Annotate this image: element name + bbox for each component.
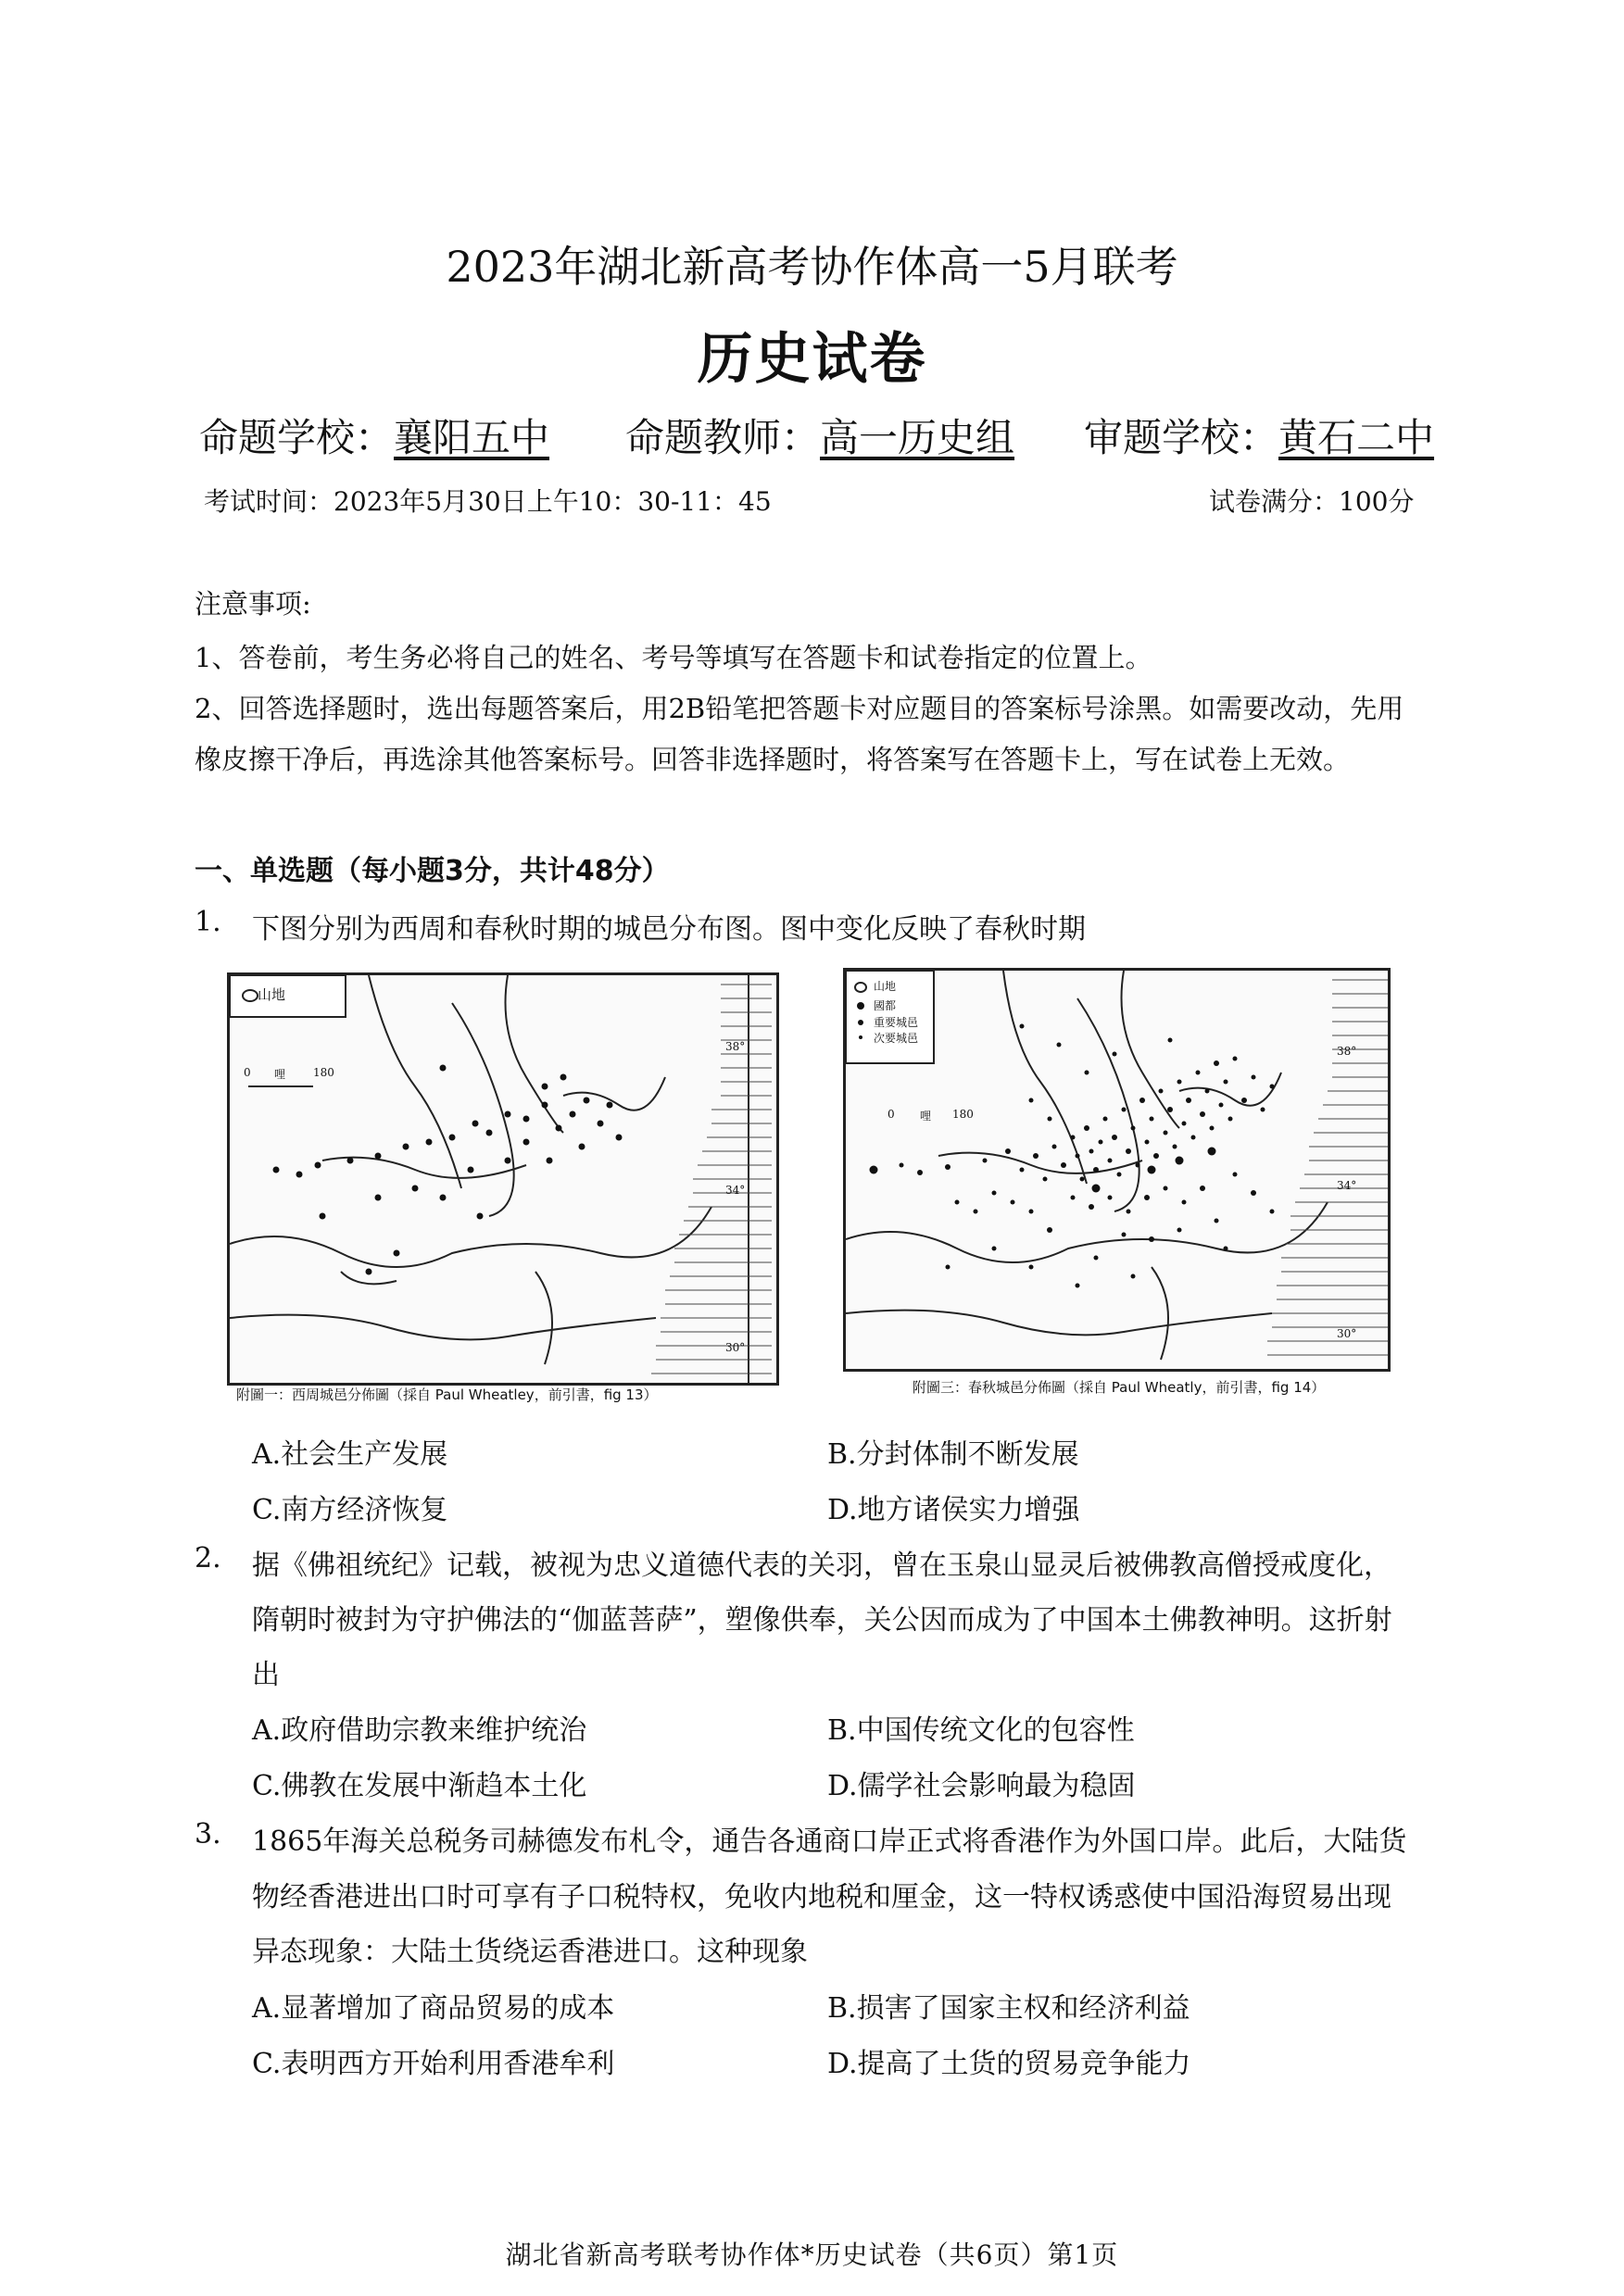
map2-lat-30: 30°: [1337, 1327, 1357, 1340]
full-score: 试卷满分：100分: [1209, 486, 1415, 517]
map1-scale-max: 180: [313, 1066, 334, 1079]
q2-option-c[interactable]: C.佛教在发展中渐趋本土化: [252, 1770, 587, 1802]
map1-scale-unit: 哩: [274, 1068, 286, 1081]
map1-lat-30: 30°: [725, 1341, 746, 1354]
setter-teacher-label: 命题教师：: [625, 415, 821, 460]
q1-option-d[interactable]: D.地方诸侯实力增强: [827, 1494, 1080, 1526]
map-spring-autumn-drawing: [846, 971, 1388, 1369]
map-western-zhou: [227, 972, 779, 1386]
q1-option-c[interactable]: C.南方经济恢复: [252, 1494, 448, 1526]
q2-stem-line-3: 出: [252, 1659, 280, 1691]
q3-option-a[interactable]: A.显著增加了商品贸易的成本: [252, 1992, 615, 2025]
map1-scale-zero: 0: [244, 1066, 251, 1079]
map2-scale-unit: 哩: [920, 1110, 932, 1123]
map1-lat-34: 34°: [725, 1184, 746, 1197]
page-footer: 湖北省新高考联考协作体*历史试卷（共6页）第1页: [505, 2240, 1119, 2270]
map1-lat-38: 38°: [725, 1040, 746, 1053]
map2-lat-38: 38°: [1337, 1045, 1357, 1058]
map-spring-autumn: [843, 968, 1391, 1372]
q3-option-d[interactable]: D.提高了土货的贸易竞争能力: [827, 2048, 1191, 2080]
notes-item-2-line-1: 2、回答选择题时，选出每题答案后，用2B铅笔把答题卡对应题目的答案标号涂黑。如需要改动，先用: [195, 693, 1404, 724]
map1-legend-label: 山地: [258, 986, 286, 1003]
q3-stem-line-1: 1865年海关总税务司赫德发布札令，通告各通商口岸正式将香港作为外国口岸。此后，大陆货: [252, 1826, 1407, 1858]
q2-option-d[interactable]: D.儒学社会影响最为稳固: [827, 1770, 1136, 1802]
map2-lat-34: 34°: [1337, 1179, 1357, 1192]
reviewer-school: [1084, 408, 1434, 463]
q1-option-b[interactable]: B.分封体制不断发展: [827, 1438, 1079, 1471]
q3-stem-line-2: 物经香港进出口时可享有子口税特权，免收内地税和厘金，这一特权诱惑使中国沿海贸易出现: [252, 1881, 1391, 1913]
setter-school-value: 襄阳五中: [394, 415, 550, 460]
q3-option-c[interactable]: C.表明西方开始利用香港牟利: [252, 2048, 615, 2080]
q2-option-b[interactable]: B.中国传统文化的包容性: [827, 1714, 1135, 1747]
q2-number: 2.: [195, 1542, 221, 1575]
map2-legend-item: 重要城邑: [874, 1016, 919, 1029]
map2-legend-item: 國都: [874, 999, 897, 1012]
setter-teacher: [625, 408, 1014, 463]
exam-time: 考试时间：2023年5月30日上午10：30-11：45: [204, 486, 772, 517]
q3-stem-line-3: 异态现象：大陆土货绕运香港进口。这种现象: [252, 1936, 808, 1968]
setter-school-label: 命题学校：: [199, 415, 395, 460]
exam-title: 2023年湖北新高考协作体高一5月联考: [446, 242, 1178, 292]
q1-number: 1.: [195, 906, 221, 938]
q1-option-a[interactable]: A.社会生产发展: [252, 1438, 448, 1471]
setter-school: [199, 408, 549, 463]
map2-scale-max: 180: [952, 1108, 974, 1121]
q2-stem-line-2: 隋朝时被封为守护佛法的“伽蓝菩萨”，塑像供奉，关公因而成为了中国本土佛教神明。这折射: [252, 1604, 1392, 1637]
map-western-zhou-drawing: [230, 975, 776, 1383]
map2-caption: 附圖三：春秋城邑分佈圖（採自 Paul Wheatly，前引書，fig 14）: [913, 1379, 1326, 1396]
reviewer-school-value: 黄石二中: [1278, 415, 1435, 460]
q2-option-a[interactable]: A.政府借助宗教来维护统治: [252, 1714, 587, 1747]
subject-title: 历史试卷: [697, 327, 927, 392]
notes-item-2-line-2: 橡皮擦干净后，再选涂其他答案标号。回答非选择题时，将答案写在答题卡上，写在试卷上无效。: [195, 744, 1351, 775]
setter-teacher-value: 高一历史组: [820, 415, 1015, 460]
notes-title: 注意事项:: [195, 588, 311, 620]
map2-legend-item: 次要城邑: [874, 1032, 919, 1045]
map2-scale-zero: 0: [888, 1108, 895, 1121]
q2-stem-line-1: 据《佛祖统纪》记载，被视为忠义道德代表的关羽，曾在玉泉山显灵后被佛教高僧授戒度化，: [252, 1549, 1391, 1582]
q1-stem: 下图分别为西周和春秋时期的城邑分布图。图中变化反映了春秋时期: [252, 913, 1086, 946]
q3-option-b[interactable]: B.损害了国家主权和经济利益: [827, 1992, 1190, 2025]
map1-caption: 附圖一：西周城邑分佈圖（採自 Paul Wheatley，前引書，fig 13）: [236, 1386, 658, 1403]
notes-item-1: 1、答卷前，考生务必将自己的姓名、考号等填写在答题卡和试卷指定的位置上。: [195, 642, 1152, 673]
q3-number: 3.: [195, 1818, 221, 1851]
section-title: 一、单选题（每小题3分，共计48分）: [195, 855, 670, 887]
map2-legend-item: 山地: [874, 980, 897, 993]
reviewer-school-label: 审题学校：: [1084, 415, 1279, 460]
